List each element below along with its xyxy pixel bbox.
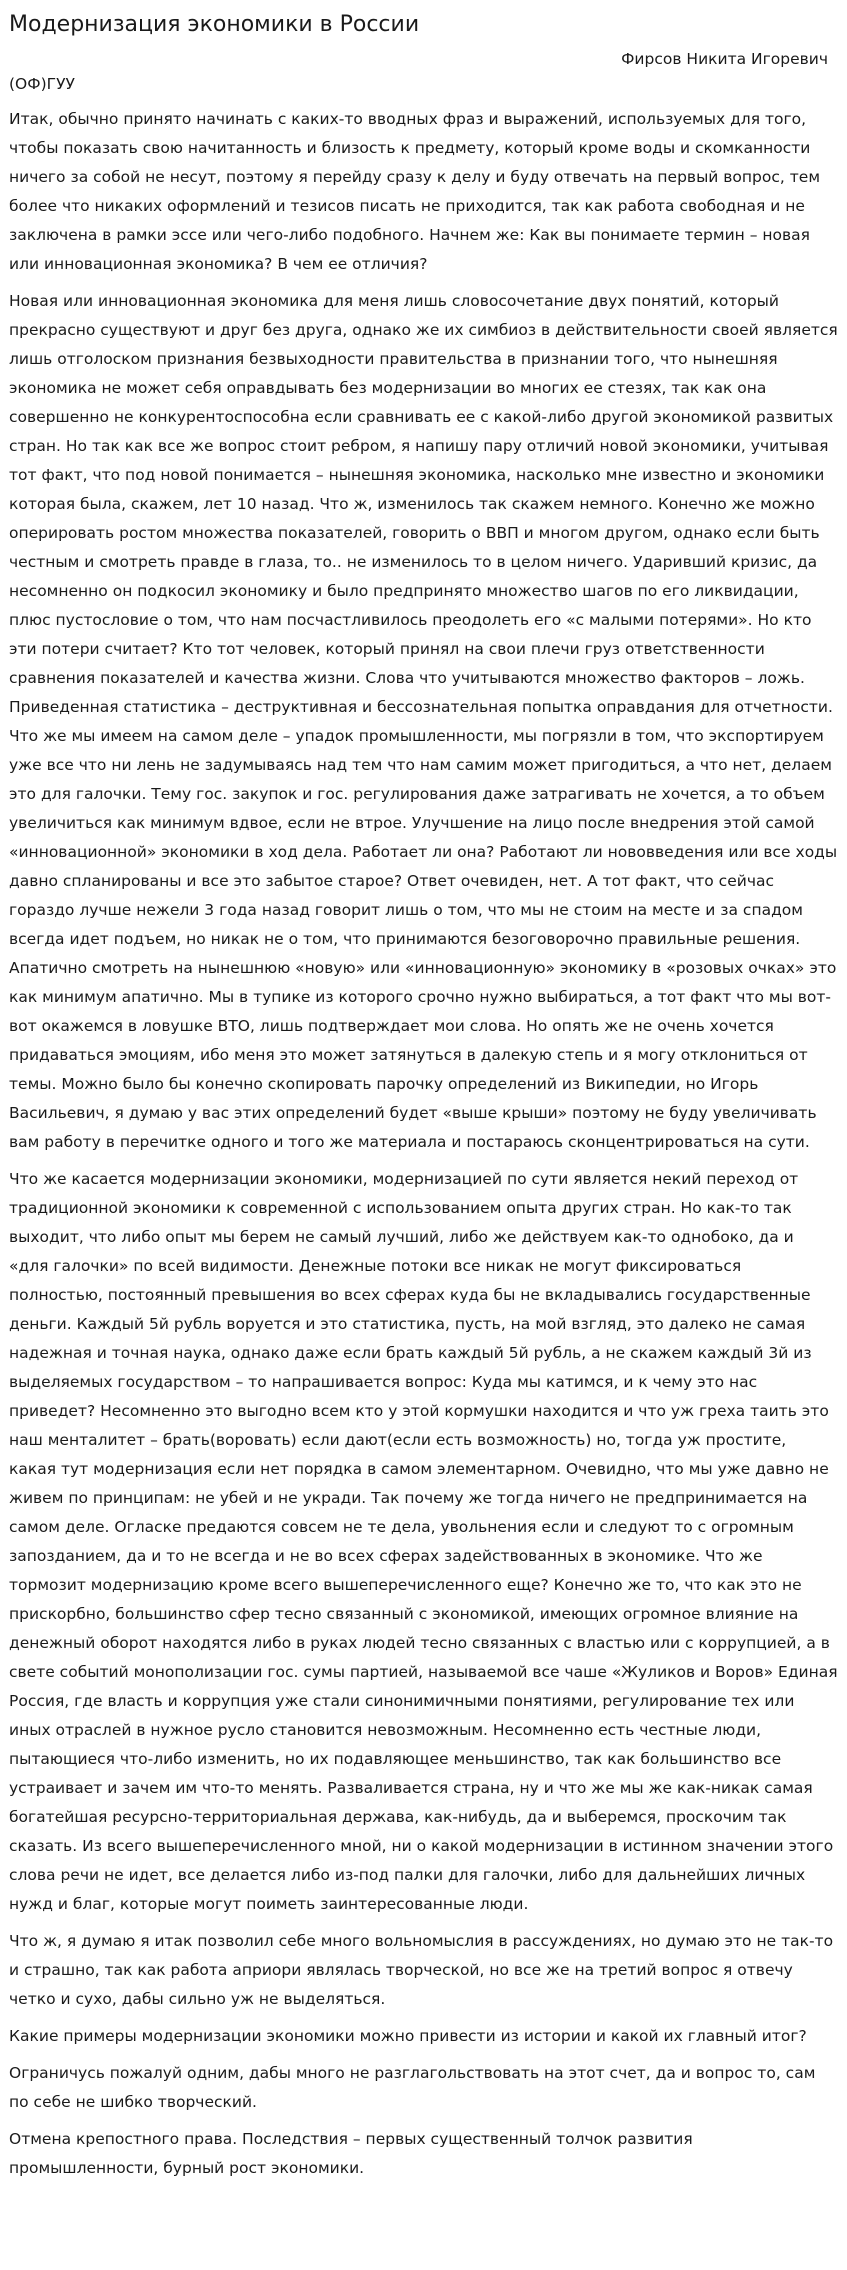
paragraph-modernization: Что же касается модернизации экономики, модернизацией по сути является некий переход от традиционной экономики к современной с использованием опыта других стран. Но как-то так выходит, что либо опыт мы берем не самый лучший, либо же действуем как-то однобоко, да и «для галочки» по всей видимости. Денежные потоки все никак не могут фиксироваться полностью, постоянный превышения во всех сферах куда бы не вкладывались государственные деньги. Каждый 5й рубль воруется и это статистика, пусть, на мой взгляд, это далеко не самая надежная и точная наука, однако даже если брать каждый 5й рубль, а не скажем каждый 3й из выделяемых государством – то напрашивается вопрос: Куда мы катимся, и к чему это нас приведет? Несомненно это выгодно всем кто у этой кормушки находится и что уж греха таить это наш менталитет – брать(воровать) если дают(если есть возможность) но, тогда уж простите, какая тут модернизация если нет порядка в самом элементарном. Очевидно, что мы уже давно не живем по принципам: не убей и не укради. Так почему же тогда ничего не предпринимается на самом деле. Огласке предаются совсем не те дела, увольнения если и следуют то с огромным запозданием, да и то не всегда и не во всех сферах задействованных в экономике. Что же тормозит модернизацию кроме всего вышеперечисленного еще? Конечно же то, что как это не прискорбно, большинство сфер тесно связанный с экономикой, имеющих огромное влияние на денежный оборот находятся либо в руках людей тесно связанных с властью или с коррупцией, а в свете событий монополизации гос. сумы партией, называемой все чаше «Жуликов и Воров» Единая Россия, где власть и коррупция уже стали синонимичными понятиями, регулирование тех или иных отраслей в нужное русло становится невозможным. Несомненно есть честные люди, пытающиеся что-либо изменить, но их подавляющее меньшинство, так как большинство все устраивает и зачем им что-то менять. Разваливается страна, ну и что же мы же как-никак самая богатейшая ресурсно-территориальная держава, как-нибудь, да и выберемся, проскочим так сказать. Из всего вышеперечисленного мной, ни о какой модернизации в истинном значении этого слова речи не идет, все делается либо из-под палки для галочки, либо для дальнейших личных нужд и благ, которые могут поиметь заинтересованные люди. — [9, 1170, 838, 1913]
paragraph-question-three: Какие примеры модернизации экономики можно привести из истории и какой их главный итог? — [9, 2027, 807, 2045]
organization: (ОФ)ГУУ — [9, 75, 75, 93]
paragraph-intro: Итак, обычно принято начинать с каких-то вводных фраз и выражений, используемых для того, чтобы показать свою начитанность и близость к предмету, который кроме воды и скомканности ничего за собой не несут, поэтому я перейду сразу к делу и буду отвечать на первый вопрос, тем более что никаких оформлений и тезисов писать не приходится, так как работа свободная и не заключена в рамки эссе или чего-либо подобного. Начнем же: Как вы понимаете термин – новая или инновационная экономика? В чем ее отличия? — [9, 110, 821, 273]
paragraph-answer: Отмена крепостного права. Последствия – первых существенный толчок развития промышленности, бурный рост экономики. — [9, 2130, 693, 2177]
paragraph-answer-intro: Ограничусь пожалуй одним, дабы много не разглагольствовать на этот счет, да и вопрос то, сам по себе не шибко творческий. — [9, 2064, 816, 2111]
paragraph-new-economy: Новая или инновационная экономика для меня лишь словосочетание двух понятий, который прекрасно существуют и друг без друга, однако же их симбиоз в действительности своей является лишь отголоском признания безвыходности правительства в признании того, что нынешняя экономика не может себя оправдывать без модернизации во многих ее стезях, так как она совершенно не конкурентоспособна если сравнивать ее с какой-либо другой экономикой развитых стран. Но так как все же вопрос стоит ребром, я напишу пару отличий новой экономики, учитывая тот факт, что под новой понимается – нынешняя экономика, насколько мне известно и экономики которая была, скажем, лет 10 назад. Что ж, изменилось так скажем немного. Конечно же можно оперировать ростом множества показателей, говорить о ВВП и многом другом, однако если быть честным и смотреть правде в глаза, то.. не изменилось то в целом ничего. Ударивший кризис, да несомненно он подкосил экономику и было предпринято множество шагов по его ликвидации, плюс пустословие о том, что нам посчастливилось преодолеть его «с малыми потерями». Но кто эти потери считает? Кто тот человек, который принял на свои плечи груз ответственности сравнения показателей и качества жизни. Слова что учитываются множество факторов – ложь. Приведенная статистика – деструктивная и бессознательная попытка оправдания для отчетности. Что же мы имеем на самом деле – упадок промышленности, мы погрязли в том, что экспортируем уже все что ни лень не задумываясь над тем что нам самим может пригодиться, а что нет, делаем это для галочки. Тему гос. закупок и гос. регулирования даже затрагивать не хочется, а то объем увеличиться как минимум вдвое, если не втрое. Улучшение на лицо после внедрения этой самой «инновационной» экономики в ход дела. Работает ли она? Работают ли нововведения или все ходы давно спланированы и все это забытое старое? Ответ очевиден, нет. А тот факт, что сейчас гораздо лучше нежели 3 года назад говорит лишь о том, что мы не стоим на месте и за спадом всегда идет подъем, но никак не о том, что принимаются безоговорочно правильные решения. Апатично смотреть на нынешнюю «новую» или «инновационную» экономику в «розовых очках» это как минимум апатично. Мы в тупике из которого срочно нужно выбираться, а тот факт что мы вот-вот окажемся в ловушке ВТО, лишь подтверждает мои слова. Но опять же не очень хочется придаваться эмоциям, ибо меня это может затянуться в далекую степь и я могу отклониться от темы. Можно было бы конечно скопировать парочку определений из Википедии, но Игорь Васильевич, я думаю у вас этих определений будет «выше крыши» поэтому не буду увеличивать вам работу в перечитке одного и того же материала и постараюсь сконцентрироваться на сути. — [9, 292, 838, 1151]
author-name: Фирсов Никита Игоревич — [621, 50, 828, 68]
document-body — [9, 105, 838, 2183]
document-title: Модернизация экономики в России — [9, 12, 420, 37]
paragraph-transition: Что ж, я думаю я итак позволил себе много вольномыслия в рассуждениях, но думаю это не так-то и страшно, так как работа априори являлась творческой, но все же на третий вопрос я отвечу четко и сухо, дабы сильно уж не выделяться. — [9, 1932, 834, 2008]
